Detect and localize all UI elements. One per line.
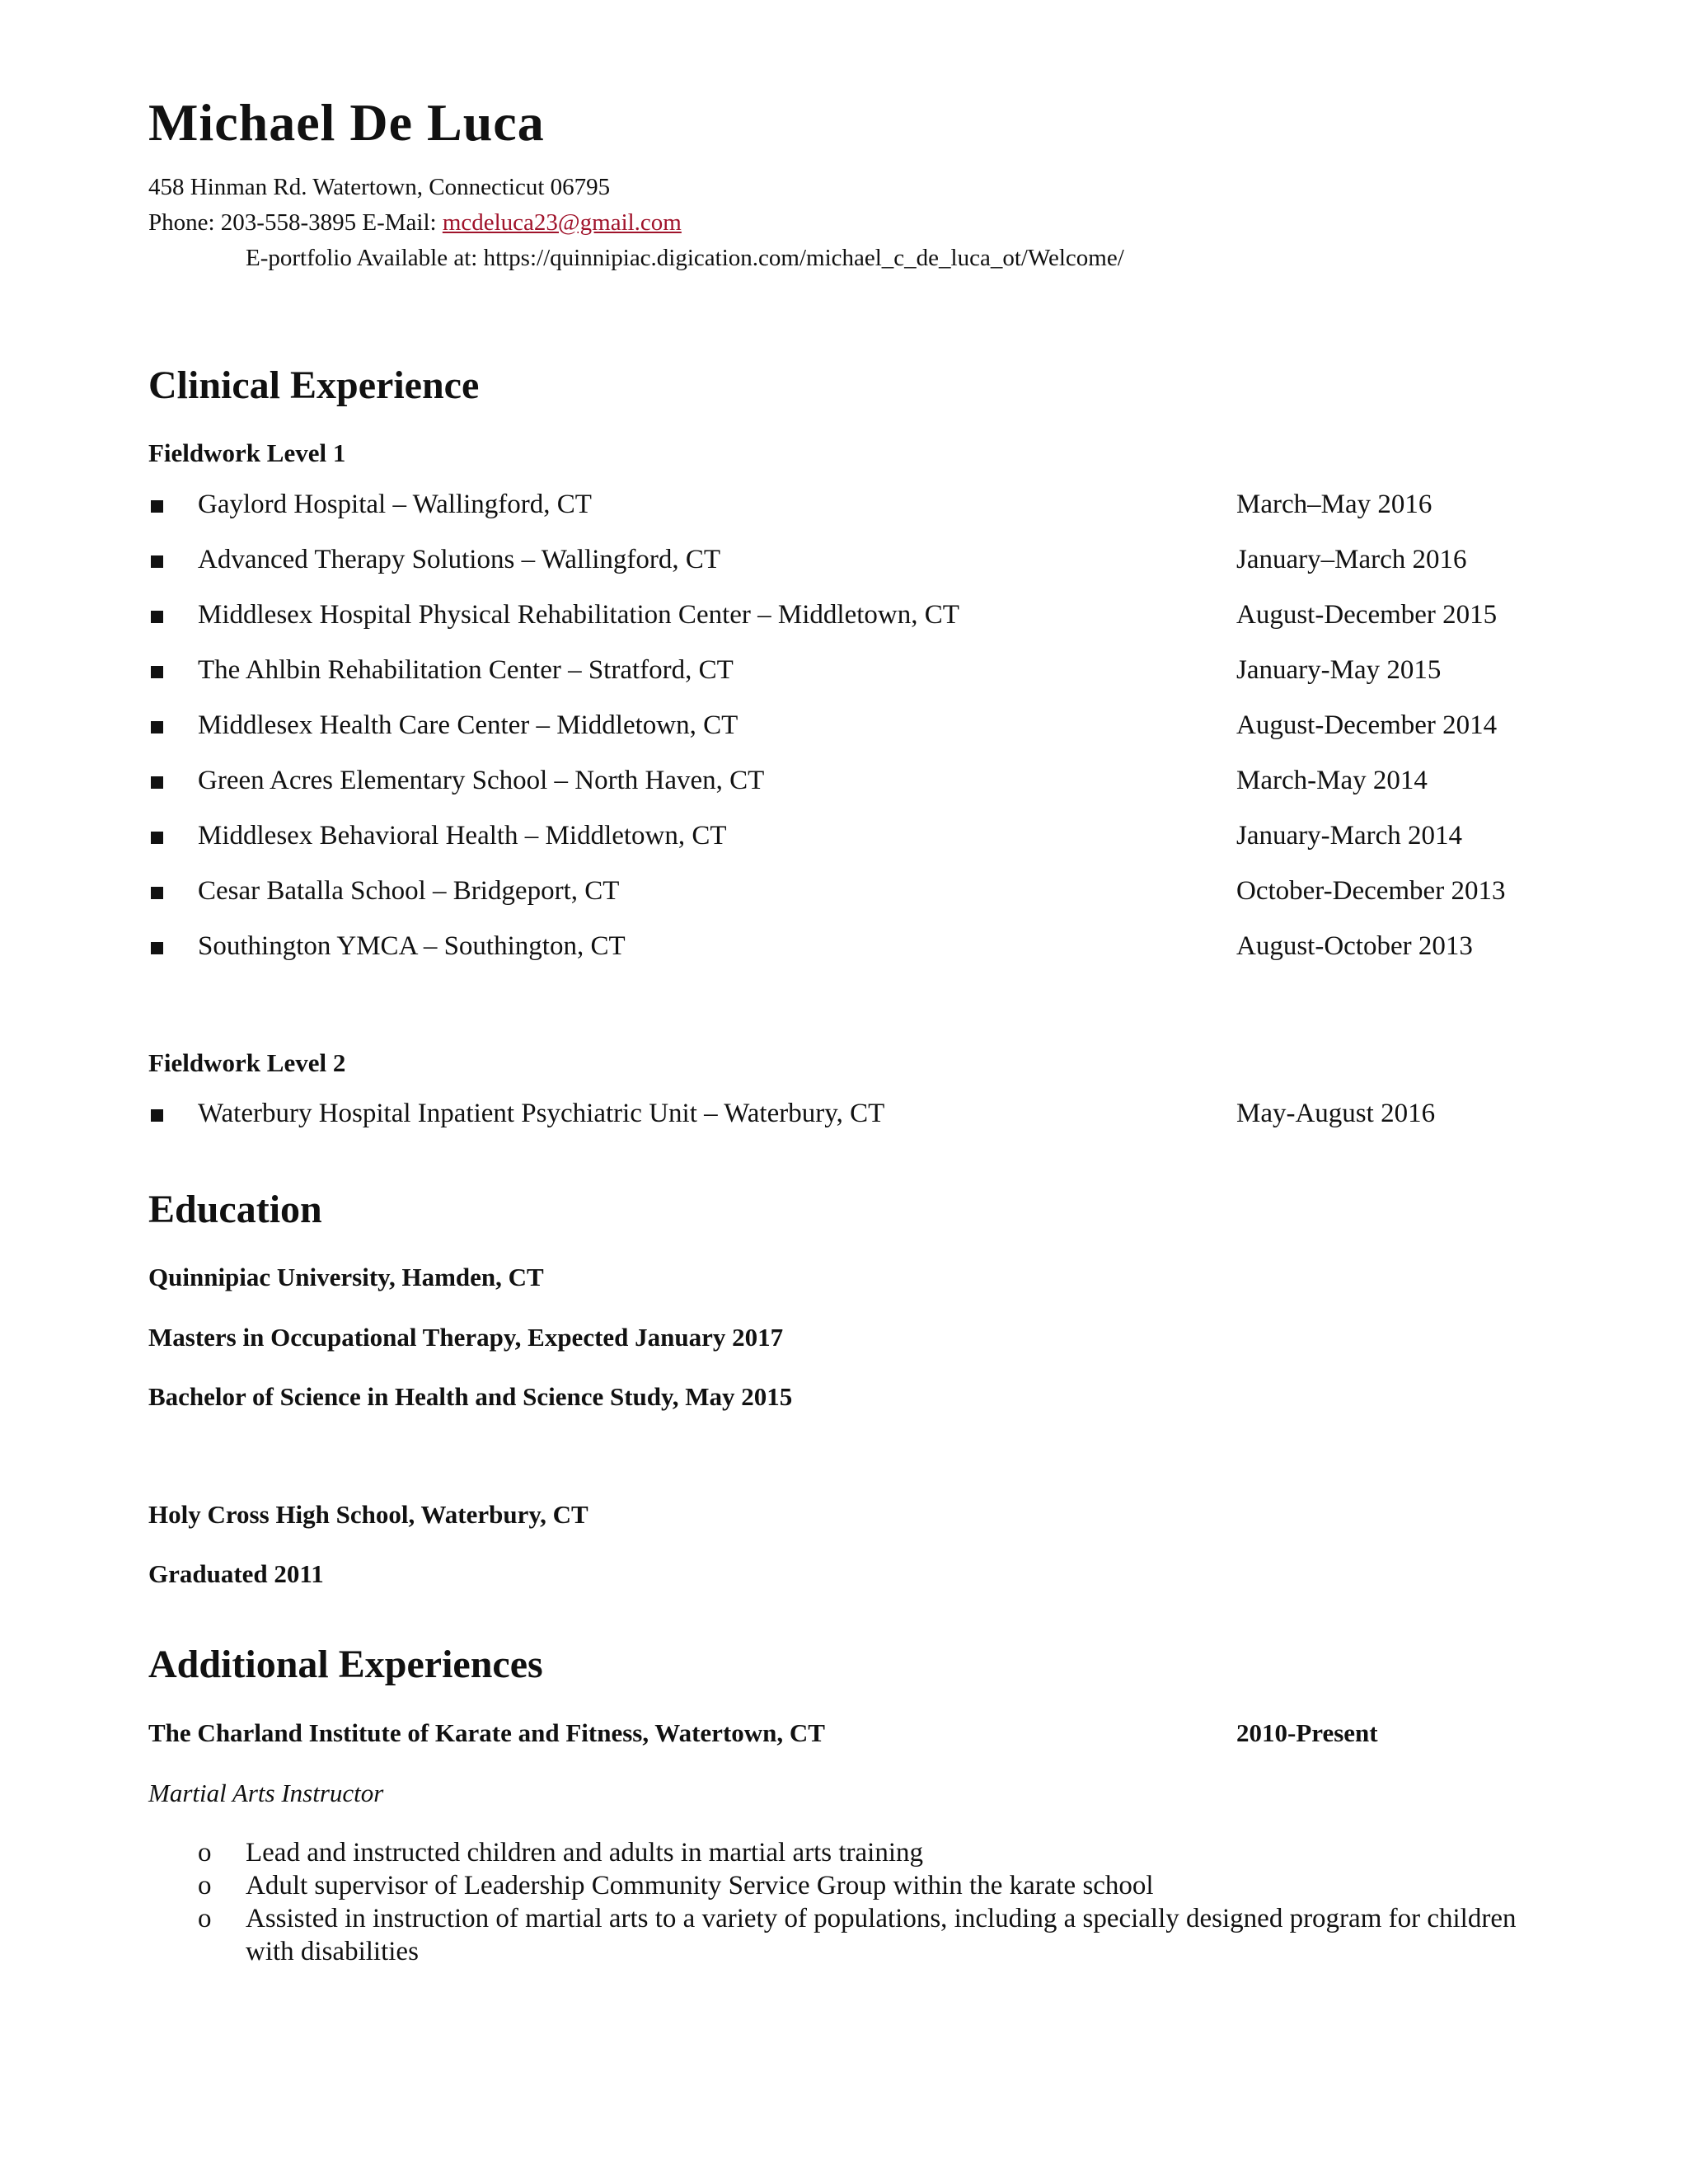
fieldwork-item [148,600,1550,641]
fieldwork-item [148,821,1550,862]
square-bullet-icon [151,500,163,513]
square-bullet-icon [151,721,163,733]
education-line: Quinnipiac University, Hamden, CT [148,1263,544,1291]
fieldwork-place: Middlesex Health Care Center – Middletown, CT [198,710,738,740]
square-bullet-icon [151,611,163,623]
fieldwork-place: Southington YMCA – Southington, CT [198,931,626,961]
experience-bullet [198,1836,1558,1869]
phone-label: Phone: 203-558-3895 E-Mail: [148,209,443,236]
fieldwork-place: Advanced Therapy Solutions – Wallingford, CT [198,545,721,574]
experience-date: 2010-Present [1236,1718,1378,1747]
fieldwork-place: Waterbury Hospital Inpatient Psychiatric Unit – Waterbury, CT [198,1099,885,1128]
fieldwork-date: August-December 2015 [1236,600,1498,630]
experience-bullet-text: Assisted in instruction of martial arts to a variety of populations, including a specially designed program for children with disabilities [246,1904,1517,1966]
additional-experiences-heading: Additional Experiences [148,1643,543,1686]
square-bullet-icon [151,887,163,899]
candidate-name: Michael De Luca [148,93,545,152]
fieldwork-place: Cesar Batalla School – Bridgeport, CT [198,876,620,906]
circle-bullet-icon: o [198,1871,212,1900]
fieldwork-item [148,766,1550,807]
circle-bullet-icon: o [198,1904,212,1933]
fieldwork-date: January-May 2015 [1236,655,1442,685]
fieldwork-date: May-August 2016 [1236,1099,1436,1128]
square-bullet-icon [151,666,163,678]
fieldwork-item [148,876,1550,917]
education-line: Bachelor of Science in Health and Science Study, May 2015 [148,1382,793,1411]
clinical-experience-heading: Clinical Experience [148,363,480,407]
address-line: 458 Hinman Rd. Watertown, Connecticut 06795 [148,174,611,200]
fieldwork-date: August-December 2014 [1236,710,1498,740]
square-bullet-icon [151,555,163,568]
fieldwork-date: March–May 2016 [1236,490,1432,519]
square-bullet-icon [151,776,163,789]
fieldwork-date: March-May 2014 [1236,766,1428,795]
fieldwork-date: August-October 2013 [1236,931,1473,961]
education-line: Graduated 2011 [148,1559,324,1588]
fieldwork-date: October-December 2013 [1236,876,1506,906]
education-heading: Education [148,1188,322,1231]
experience-bullet [198,1902,1558,1968]
phone-email-line [148,209,682,237]
fieldwork-level2-heading: Fieldwork Level 2 [148,1048,346,1077]
experience-bullet-text: Adult supervisor of Leadership Community Service Group within the karate school [246,1871,1154,1900]
square-bullet-icon [151,832,163,844]
fieldwork-place: Gaylord Hospital – Wallingford, CT [198,490,592,519]
experience-role: Martial Arts Instructor [148,1779,384,1807]
experience-organization: The Charland Institute of Karate and Fitness, Watertown, CT [148,1718,825,1747]
experience-bullet-text: Lead and instructed children and adults in martial arts training [246,1838,923,1868]
fieldwork-level1-heading: Fieldwork Level 1 [148,438,346,467]
fieldwork-item [148,710,1550,752]
email-link[interactable]: mcdeluca23@gmail.com [442,209,682,236]
fieldwork-date: January–March 2016 [1236,545,1467,574]
square-bullet-icon [151,942,163,954]
fieldwork-item [148,1099,1550,1140]
education-line: Masters in Occupational Therapy, Expected January 2017 [148,1323,784,1352]
fieldwork-item [148,931,1550,972]
fieldwork-item [148,655,1550,696]
fieldwork-place: Middlesex Behavioral Health – Middletown, CT [198,821,727,851]
fieldwork-item [148,545,1550,586]
fieldwork-place: Middlesex Hospital Physical Rehabilitation Center – Middletown, CT [198,600,959,630]
fieldwork-place: The Ahlbin Rehabilitation Center – Stratford, CT [198,655,734,685]
square-bullet-icon [151,1109,163,1122]
fieldwork-item [148,490,1550,531]
circle-bullet-icon: o [198,1838,212,1868]
experience-bullet [198,1869,1558,1902]
portfolio-line: E-portfolio Available at: https://quinnipiac.digication.com/michael_c_de_luca_ot/Welcome/ [246,245,1124,271]
education-line: Holy Cross High School, Waterbury, CT [148,1500,588,1529]
fieldwork-date: January-March 2014 [1236,821,1462,851]
fieldwork-place: Green Acres Elementary School – North Haven, CT [198,766,765,795]
